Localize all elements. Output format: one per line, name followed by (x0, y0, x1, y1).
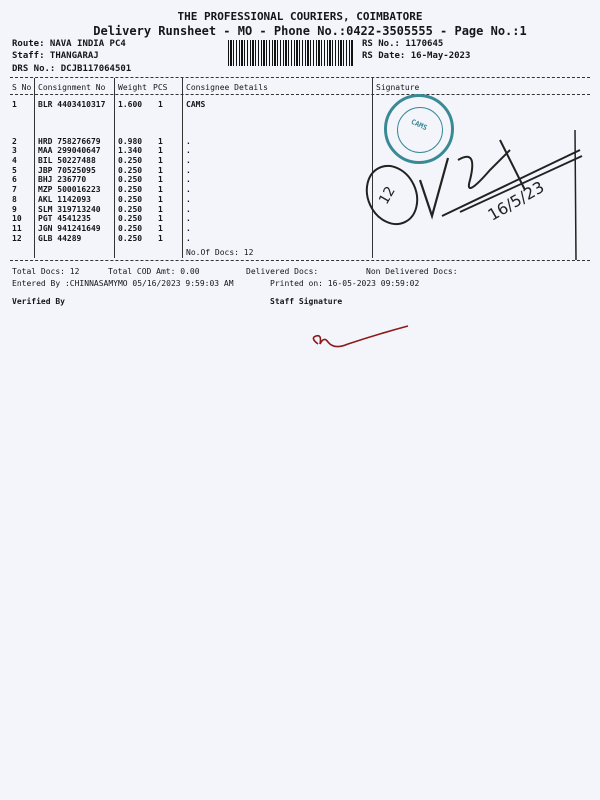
cell-weight: 0.250 (118, 234, 143, 243)
cell-cons: MAA 299040647 (38, 146, 101, 155)
cell-cons: BIL 50227488 (38, 156, 96, 165)
cell-details: CAMS (186, 100, 206, 109)
cell-sno: 3 (12, 146, 17, 155)
total-cod: Total COD Amt: 0.00 (108, 267, 200, 276)
cell-sno: 7 (12, 185, 17, 194)
cell-details: . (186, 166, 191, 175)
cell-cons: JBP 70525095 (38, 166, 96, 175)
verified-by: Verified By (12, 297, 65, 306)
handwritten-signature (350, 120, 590, 260)
cell-sno: 5 (12, 166, 17, 175)
cell-sno: 8 (12, 195, 17, 204)
cell-pcs: 1 (158, 166, 163, 175)
staff-label: Staff: THANGARAJ (12, 51, 99, 61)
company-title: THE PROFESSIONAL COURIERS, COIMBATORE (177, 10, 423, 23)
col-weight: Weight (118, 83, 147, 92)
cell-sno: 11 (12, 224, 22, 233)
rs-date: RS Date: 16-May-2023 (362, 51, 471, 61)
cell-details: . (186, 146, 191, 155)
divider (10, 260, 590, 261)
cell-weight: 1.600 (118, 100, 143, 109)
cell-cons: BHJ 236770 (38, 175, 87, 184)
barcode (228, 40, 354, 66)
staff-signature-mark (308, 322, 418, 356)
divider (10, 77, 590, 78)
cell-pcs: 1 (158, 205, 163, 214)
entered-by: Entered By :CHINNASAMYMO 05/16/2023 9:59:03 AM (12, 279, 234, 288)
cell-pcs: 1 (158, 185, 163, 194)
cell-sno: 4 (12, 156, 17, 165)
cell-details: . (186, 185, 191, 194)
cell-sno: 1 (12, 100, 17, 109)
printed-on: Printed on: 16-05-2023 09:59:02 (270, 279, 420, 288)
cell-cons: PGT 4541235 (38, 214, 91, 223)
cell-pcs: 1 (158, 175, 163, 184)
cell-pcs: 1 (158, 100, 163, 109)
cell-details: . (186, 214, 191, 223)
cell-pcs: 1 (158, 195, 163, 204)
handwritten-date: 16/5/23 (484, 177, 548, 225)
cell-pcs: 1 (158, 156, 163, 165)
cell-cons: SLM 319713240 (38, 205, 101, 214)
cell-details: . (186, 205, 191, 214)
table-row (0, 100, 600, 109)
cell-weight: 0.250 (118, 205, 143, 214)
stamp-text: CAMS (409, 117, 429, 133)
col-consignment: Consignment No (38, 83, 106, 92)
cell-weight: 0.250 (118, 214, 143, 223)
no-of-docs: No.Of Docs: 12 (186, 248, 254, 257)
divider (10, 94, 590, 95)
col-consignee: Consignee Details (186, 83, 268, 92)
delivered-docs: Delivered Docs: (246, 267, 319, 276)
col-pcs: PCS (153, 83, 168, 92)
cell-cons: AKL 1142093 (38, 195, 91, 204)
cell-pcs: 1 (158, 224, 163, 233)
cell-cons: JGN 941241649 (38, 224, 101, 233)
cell-weight: 0.250 (118, 185, 143, 194)
cell-pcs: 1 (158, 146, 163, 155)
cell-cons: HRD 758276679 (38, 137, 101, 146)
cell-sno: 9 (12, 205, 17, 214)
cell-pcs: 1 (158, 234, 163, 243)
staff-signature-label: Staff Signature (270, 297, 343, 306)
rs-number: RS No.: 1170645 (362, 39, 444, 49)
cell-weight: 0.250 (118, 224, 143, 233)
runsheet-title: Delivery Runsheet - MO - Phone No.:0422-3505555 - Page No.:1 (93, 24, 527, 38)
cell-cons: BLR 4403410317 (38, 100, 106, 109)
cell-details: . (186, 234, 191, 243)
cell-cons: MZP 500016223 (38, 185, 101, 194)
cell-details: . (186, 195, 191, 204)
cell-pcs: 1 (158, 214, 163, 223)
col-signature: Signature (376, 83, 420, 92)
cell-sno: 10 (12, 214, 22, 223)
cell-sno: 12 (12, 234, 22, 243)
cell-weight: 0.250 (118, 175, 143, 184)
cell-details: . (186, 224, 191, 233)
cell-pcs: 1 (158, 137, 163, 146)
non-delivered-docs: Non Delivered Docs: (366, 267, 458, 276)
cell-cons: GLB 44289 (38, 234, 82, 243)
cell-details: . (186, 137, 191, 146)
cell-sno: 6 (12, 175, 17, 184)
cell-sno: 2 (12, 137, 17, 146)
cell-details: . (186, 175, 191, 184)
cell-weight: 1.340 (118, 146, 143, 155)
cell-weight: 0.980 (118, 137, 143, 146)
drs-number: DRS No.: DCJB117064501 (12, 64, 132, 74)
cell-weight: 0.250 (118, 195, 143, 204)
col-sno: S No (12, 83, 32, 92)
cell-weight: 0.250 (118, 156, 143, 165)
cell-details: . (186, 156, 191, 165)
total-docs: Total Docs: 12 (12, 267, 80, 276)
handwritten-number: 12 (376, 183, 399, 208)
cell-weight: 0.250 (118, 166, 143, 175)
route-label: Route: NAVA INDIA PC4 (12, 39, 126, 49)
